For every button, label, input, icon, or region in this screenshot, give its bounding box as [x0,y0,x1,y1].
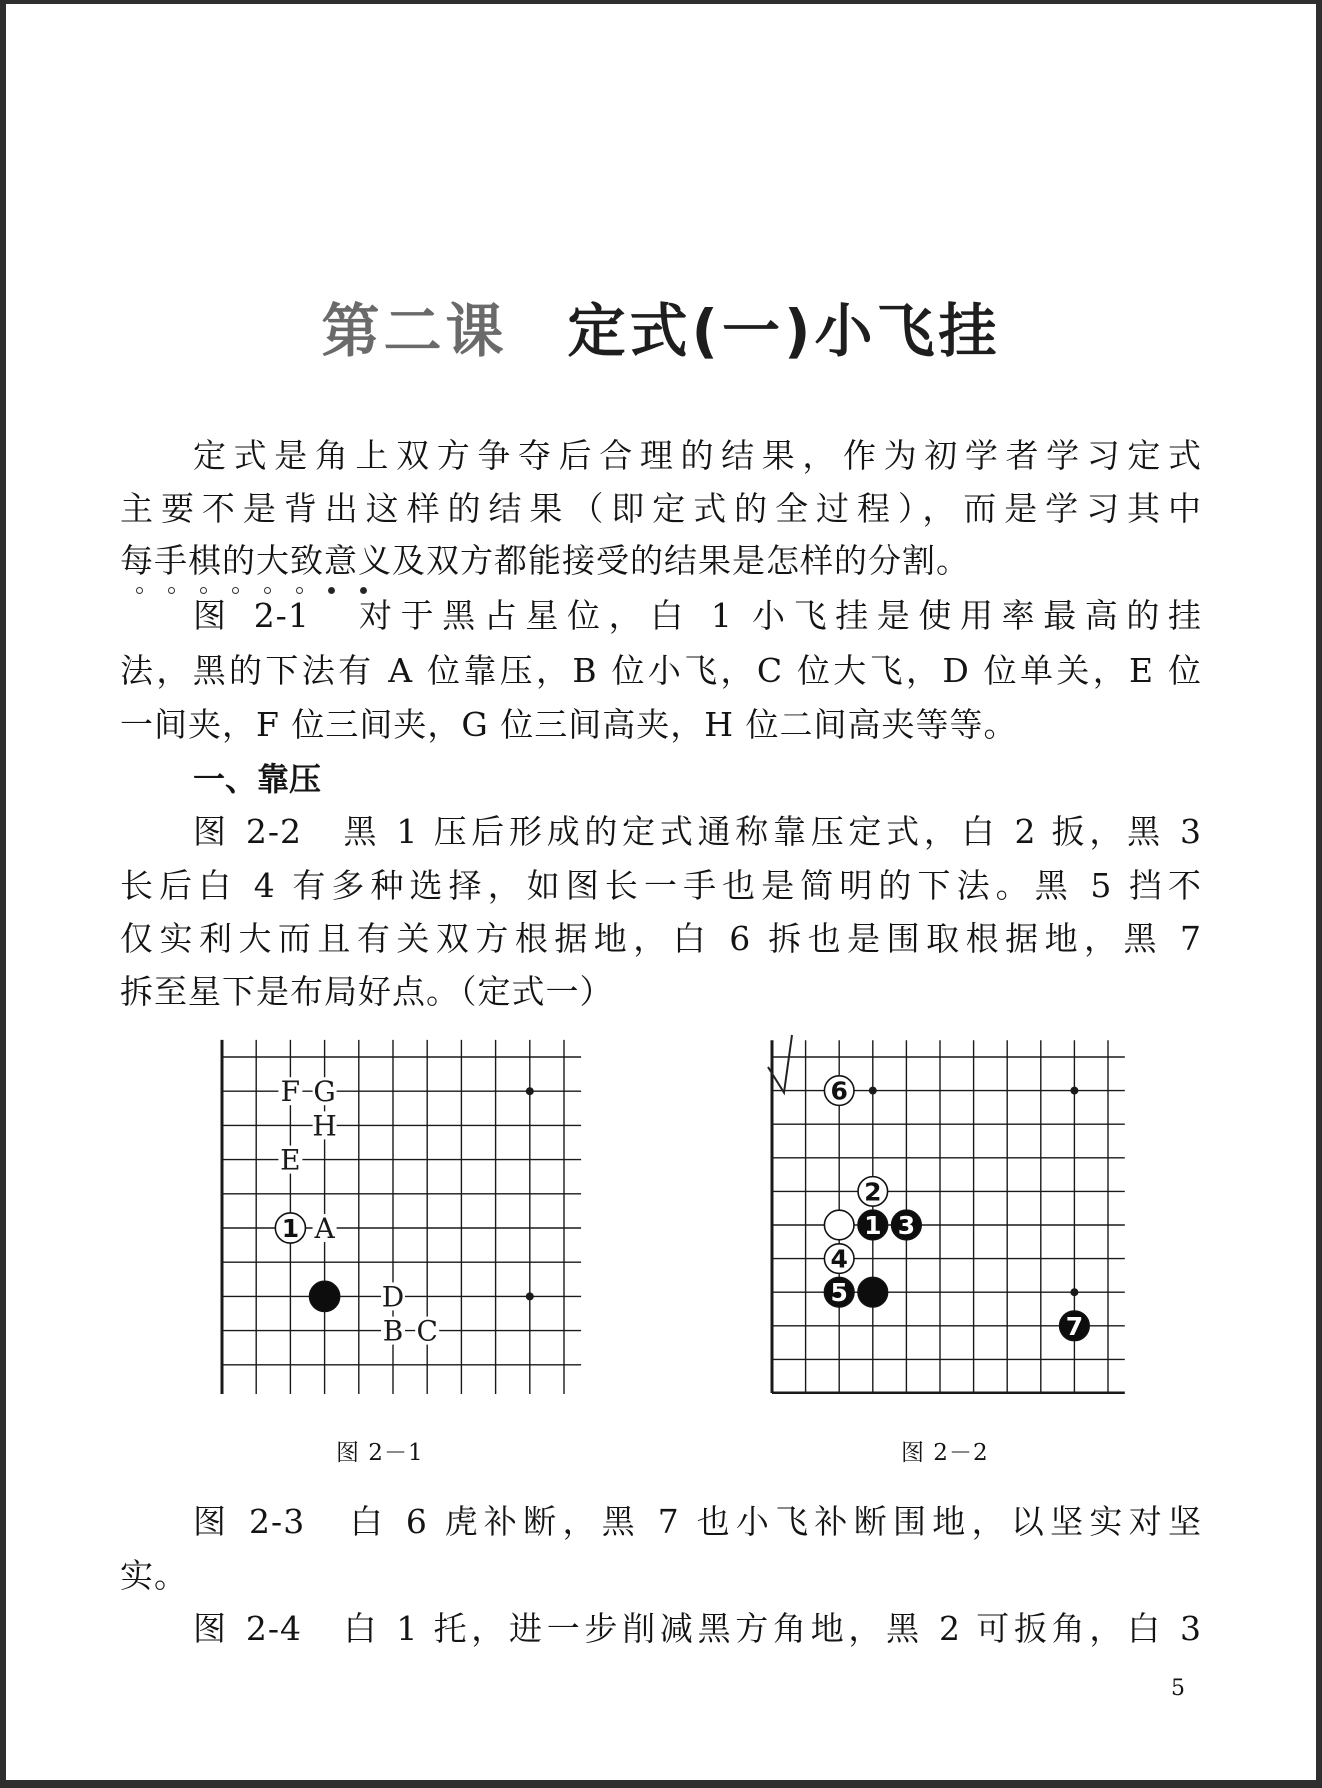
emphasis-dot [328,587,335,594]
board-letter-H: H [312,1109,337,1143]
board-letter-G: G [313,1075,336,1109]
paragraph-line: 主要不是背出这样的结果（即定式的全过程），而是学习其中 [120,489,1202,528]
svg-text:4: 4 [830,1244,848,1274]
board-letter-F: F [280,1075,301,1109]
paragraph-line: 图 2-2 黑 1 压后形成的定式通称靠压定式，白 2 扳，黑 3 [193,812,1202,851]
page-title [6,284,1316,368]
board-letter-D: D [381,1280,405,1314]
emphasis-dot [296,587,303,594]
paragraph-line: 仅实利大而且有关双方根据地，白 6 拆也是围取根据地，黑 7 [120,919,1202,958]
board-letter-C: C [416,1314,438,1348]
black-stone [858,1277,888,1307]
paragraph-line: 定式是角上双方争夺后合理的结果，作为初学者学习定式 [193,436,1202,475]
lesson-number: 第二课 [321,297,508,365]
black-stone [310,1281,340,1311]
emphasis-dot [136,587,143,594]
white-stone [824,1210,854,1240]
emphasis-dot [232,587,239,594]
board-letter-B: B [382,1314,404,1348]
board-letter-E: E [280,1143,301,1177]
svg-text:1: 1 [281,1214,300,1243]
emphasis-dot [200,587,207,594]
section-heading: 一、靠压 [193,760,322,798]
svg-text:7: 7 [1065,1311,1084,1341]
paragraph-line: 每手棋的大致意义及双方都能接受的结果是怎样的分割。 [120,541,970,580]
paragraph-line: 图 2-1 对于黑占星位，白 1 小飞挂是使用率最高的挂 [193,596,1202,635]
svg-text:3: 3 [897,1211,916,1240]
figure-caption: 图 2－2 [901,1440,989,1466]
paragraph-line: 图 2-3 白 6 虎补断，黑 7 也小飞补断围地，以坚实对坚 [193,1502,1202,1541]
go-board-figure-2-1 [211,1034,601,1394]
svg-text:5: 5 [830,1278,848,1308]
book-page [6,4,1316,1780]
emphasis-dot [168,587,175,594]
go-board-figure-2-2 [761,1034,1141,1394]
paragraph-line: 法，黑的下法有 A 位靠压，B 位小飞，C 位大飞，D 位单关，E 位 [120,651,1202,690]
paragraph-line: 一间夹，F 位三间夹，G 位三间高夹，H 位二间高夹等等。 [120,705,1018,744]
board-letter-A: A [314,1212,335,1245]
svg-text:2: 2 [864,1177,882,1207]
paragraph-line: 图 2-4 白 1 托，进一步削减黑方角地，黑 2 可扳角，白 3 [193,1609,1202,1648]
emphasis-dot [264,587,271,594]
svg-text:1: 1 [864,1211,882,1240]
paragraph-line: 实。 [120,1556,188,1595]
emphasis-dot [360,587,367,594]
figure-caption: 图 2－1 [336,1440,424,1466]
paragraph-line: 长后白 4 有多种选择，如图长一手也是简明的下法。黑 5 挡不 [120,866,1202,905]
svg-text:6: 6 [830,1076,848,1106]
paragraph-line: 拆至星下是布局好点。（定式一） [120,972,614,1011]
lesson-topic: 定式(一)小飞挂 [567,297,1001,365]
page-number: 5 [1171,1676,1185,1701]
